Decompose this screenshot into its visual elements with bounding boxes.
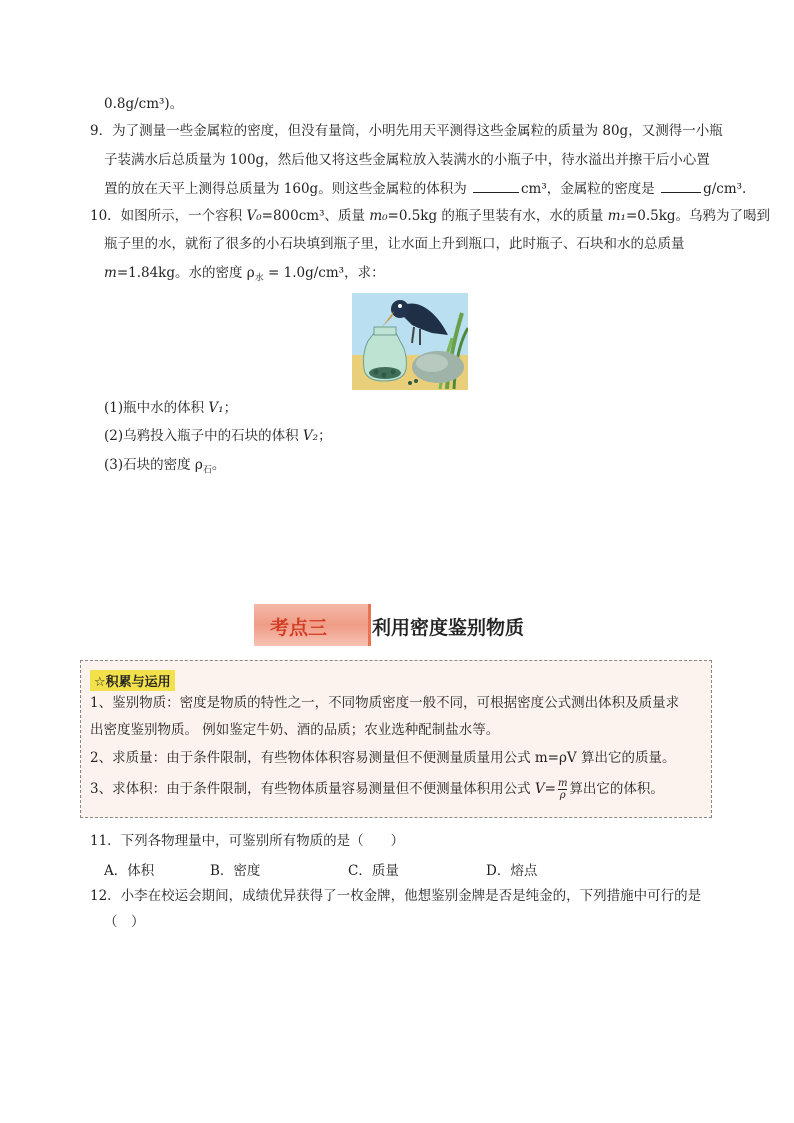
q9-line2: 子装满水后总质量为 100g，然后他又将这些金属粒放入装满水的小瓶子中，待水溢出并擦干后小心置 — [104, 152, 710, 168]
q10-sub3 — [104, 456, 225, 480]
q10-var-v1: V₁ — [208, 400, 224, 416]
q10-var-m: m — [104, 265, 117, 281]
q10-var-v2: V₂ — [302, 428, 319, 444]
q10-l1c: =0.5kg 的瓶子里装有水，水的质量 — [387, 208, 608, 224]
q10-rho-stone-sub: 石 — [202, 465, 212, 476]
q10-sub2 — [104, 427, 332, 445]
knowledge-p3-end: 算出它的体积。 — [569, 781, 664, 797]
section-label: 考点三 — [270, 617, 328, 639]
q12-line2: （ ） — [104, 914, 145, 930]
q9-line3 — [104, 180, 746, 198]
q10-sub1-text: (1)瓶中水的体积 — [104, 400, 209, 416]
q9-line3c: g/cm³. — [703, 181, 747, 197]
formula-denominator: ρ — [559, 790, 566, 801]
q9-blank-volume[interactable] — [473, 180, 519, 193]
q9-blank-density[interactable] — [661, 180, 701, 193]
q8-tail: 0.8g/cm³)。 — [104, 96, 184, 112]
knowledge-p2: 2、求质量：由于条件限制，有些物体体积容易测量但不便测量质量用公式 m=ρV 算出它的质量。 — [90, 750, 676, 766]
q9-line3b: cm³，金属粒的密度是 — [521, 181, 655, 197]
knowledge-p3-text: 3、求体积：由于条件限制，有些物体质量容易测量但不便测量体积用公式 — [90, 781, 531, 797]
knowledge-p1b: 出密度鉴别物质。 例如鉴定牛奶、酒的品质；农业选种配制盐水等。 — [90, 722, 500, 738]
q10-sub2-end: ； — [318, 428, 332, 444]
q11-option-c[interactable]: C．质量 — [348, 863, 399, 879]
q10-line2: 瓶子里的水，就衔了很多的小石块填到瓶子里，让水面上升到瓶口，此时瓶子、石块和水的总质量 — [104, 236, 685, 252]
q11-option-d[interactable]: D．熔点 — [486, 863, 538, 879]
q10-l3b: =1.84kg。水的密度 ρ — [116, 265, 255, 281]
q10-line3 — [104, 264, 385, 288]
q10-rho-water-sub: 水 — [254, 273, 264, 284]
q10-l1d: =0.5kg。乌鸦为了喝到 — [625, 208, 771, 224]
q10-sub2-text: (2)乌鸦投入瓶子中的石块的体积 — [104, 428, 303, 444]
knowledge-p3 — [90, 777, 664, 801]
q9-line1: 9．为了测量一些金属粒的密度，但没有量筒，小明先用天平测得这些金属粒的质量为 80g，又测得一小瓶 — [90, 123, 723, 139]
q10-var-m1: m₁ — [607, 208, 626, 224]
q11-option-b[interactable]: B．密度 — [210, 863, 261, 879]
q10-var-m0: m₀ — [369, 208, 388, 224]
q10-sub3-end: 。 — [211, 457, 226, 473]
q10-line1 — [90, 207, 770, 225]
q10-var-v0: V₀ — [246, 208, 262, 224]
q11-stem: 11．下列各物理量中，可鉴别所有物质的是（ ） — [90, 833, 405, 849]
q10-sub3-text: (3)石块的密度 ρ — [104, 457, 203, 473]
formula-eq: = — [544, 781, 556, 797]
q10-l3c: = 1.0g/cm³，求： — [263, 265, 385, 281]
q11-option-a[interactable]: A．体积 — [104, 863, 155, 879]
formula-fraction — [558, 778, 567, 801]
q10-l1b: =800cm³、质量 — [261, 208, 370, 224]
q10-sub1-end: ； — [223, 400, 238, 416]
section-title: 利用密度鉴别物质 — [372, 617, 525, 639]
formula-v: V — [534, 781, 545, 797]
q10-l1a: 10．如图所示，一个容积 — [90, 208, 247, 224]
knowledge-p1a: 1、鉴别物质：密度是物质的特性之一，不同物质密度一般不同，可根据密度公式测出体积及质量求 — [90, 695, 680, 711]
formula-numerator: m — [557, 778, 568, 789]
q10-sub1 — [104, 399, 237, 417]
q9-line3a: 置的放在天平上测得总质量为 160g。则这些金属粒的体积为 — [104, 181, 467, 197]
q12-line1: 12．小李在校运会期间，成绩优异获得了一枚金牌，他想鉴别金牌是否是纯金的，下列措施中可行的是 — [90, 888, 702, 904]
crow-bottle-illustration — [352, 293, 468, 390]
knowledge-badge: ☆积累与运用 — [90, 670, 175, 691]
